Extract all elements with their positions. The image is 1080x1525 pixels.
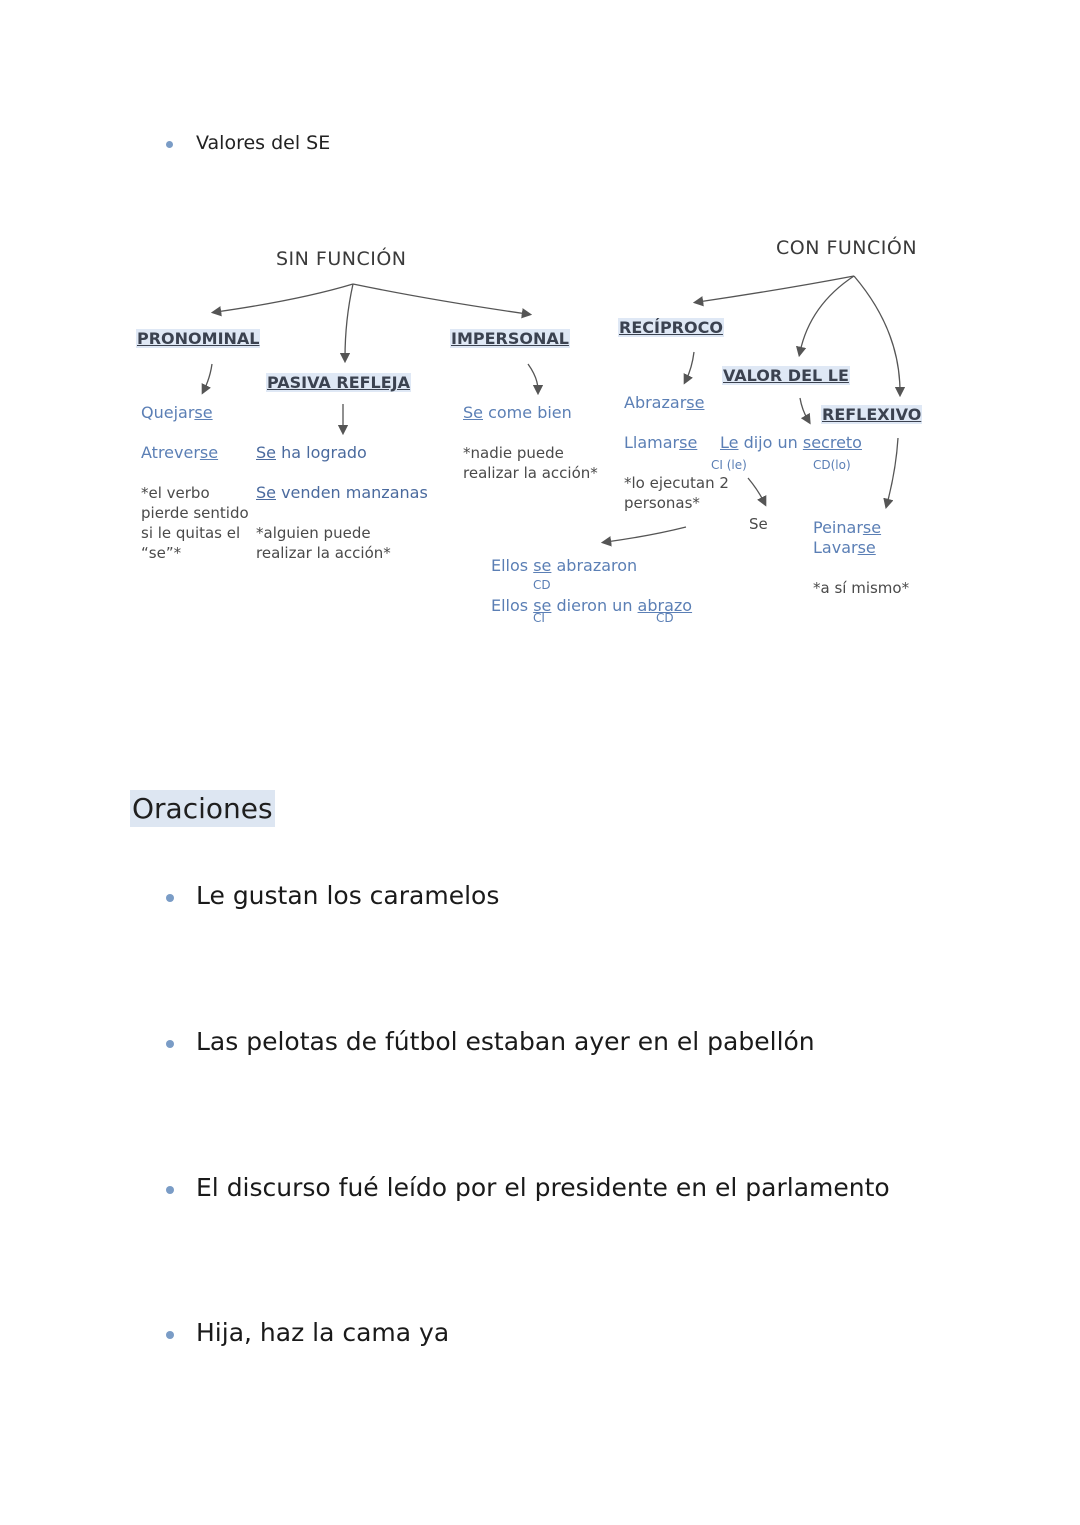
con-funcion-title: CON FUNCIÓN: [776, 237, 918, 259]
reciproco-example-1: Abrazarse: [624, 393, 705, 412]
pasiva-note: *alguien puede realizar la acción*: [256, 524, 391, 562]
reflexivo-example-1: Peinarse: [813, 518, 882, 537]
sentence-1-cd-tag: CD: [533, 578, 551, 592]
reciproco-example-2: Llamarse: [624, 433, 698, 452]
pronominal-example-1: Quejarse: [141, 403, 213, 422]
reflexivo-label: REFLEXIVO: [822, 405, 922, 424]
sentence-item-3: El discurso fué leído por el presidente en el parlamento: [196, 1173, 890, 1202]
pronominal-example-2: Atreverse: [141, 443, 219, 462]
list-item-valores: Valores del SE: [196, 132, 331, 154]
sentence-2-ci-tag: CI: [533, 611, 545, 625]
reflexivo-note: *a sí mismo*: [813, 579, 910, 597]
bullet-icon: [166, 1186, 174, 1194]
pasiva-example-1: Se ha logrado: [256, 443, 367, 462]
bullet-icon: [166, 894, 174, 902]
valor-le-example: Le dijo un secreto: [720, 433, 862, 452]
reciproco-sentence-1: Ellos se abrazaron: [491, 556, 638, 575]
sentence-item-1: Le gustan los caramelos: [196, 881, 500, 910]
valor-del-le-label: VALOR DEL LE: [723, 366, 849, 385]
bullet-icon: [166, 1040, 174, 1048]
reciproco-note: *lo ejecutan 2 personas*: [624, 474, 729, 512]
sin-funcion-title: SIN FUNCIÓN: [276, 248, 407, 270]
impersonal-example: Se come bien: [463, 403, 572, 422]
pronominal-note: *el verbo pierde sentido si le quitas el “se”*: [141, 484, 249, 562]
reciproco-label: RECÍPROCO: [619, 318, 723, 337]
valor-le-result: Se: [749, 515, 768, 533]
pronominal-label: PRONOMINAL: [137, 329, 260, 348]
pasiva-example-2: Se venden manzanas: [256, 483, 428, 502]
sentence-item-2: Las pelotas de fútbol estaban ayer en el pabellón: [196, 1027, 815, 1056]
valor-le-ci-tag: CI (le): [711, 458, 747, 472]
valor-le-cd-tag: CD(lo): [813, 458, 851, 472]
pasiva-refleja-label: PASIVA REFLEJA: [267, 373, 411, 392]
reflexivo-example-2: Lavarse: [813, 538, 876, 557]
section-heading-oraciones: Oraciones: [132, 792, 273, 825]
sentence-2-cd-tag: CD: [656, 611, 674, 625]
sentence-item-4: Hija, haz la cama ya: [196, 1318, 450, 1347]
bullet-icon: [166, 1331, 174, 1339]
impersonal-note: *nadie puede realizar la acción*: [463, 444, 598, 482]
reciproco-sentence-2: Ellos se dieron un abrazo: [491, 596, 693, 615]
impersonal-label: IMPERSONAL: [451, 329, 569, 348]
